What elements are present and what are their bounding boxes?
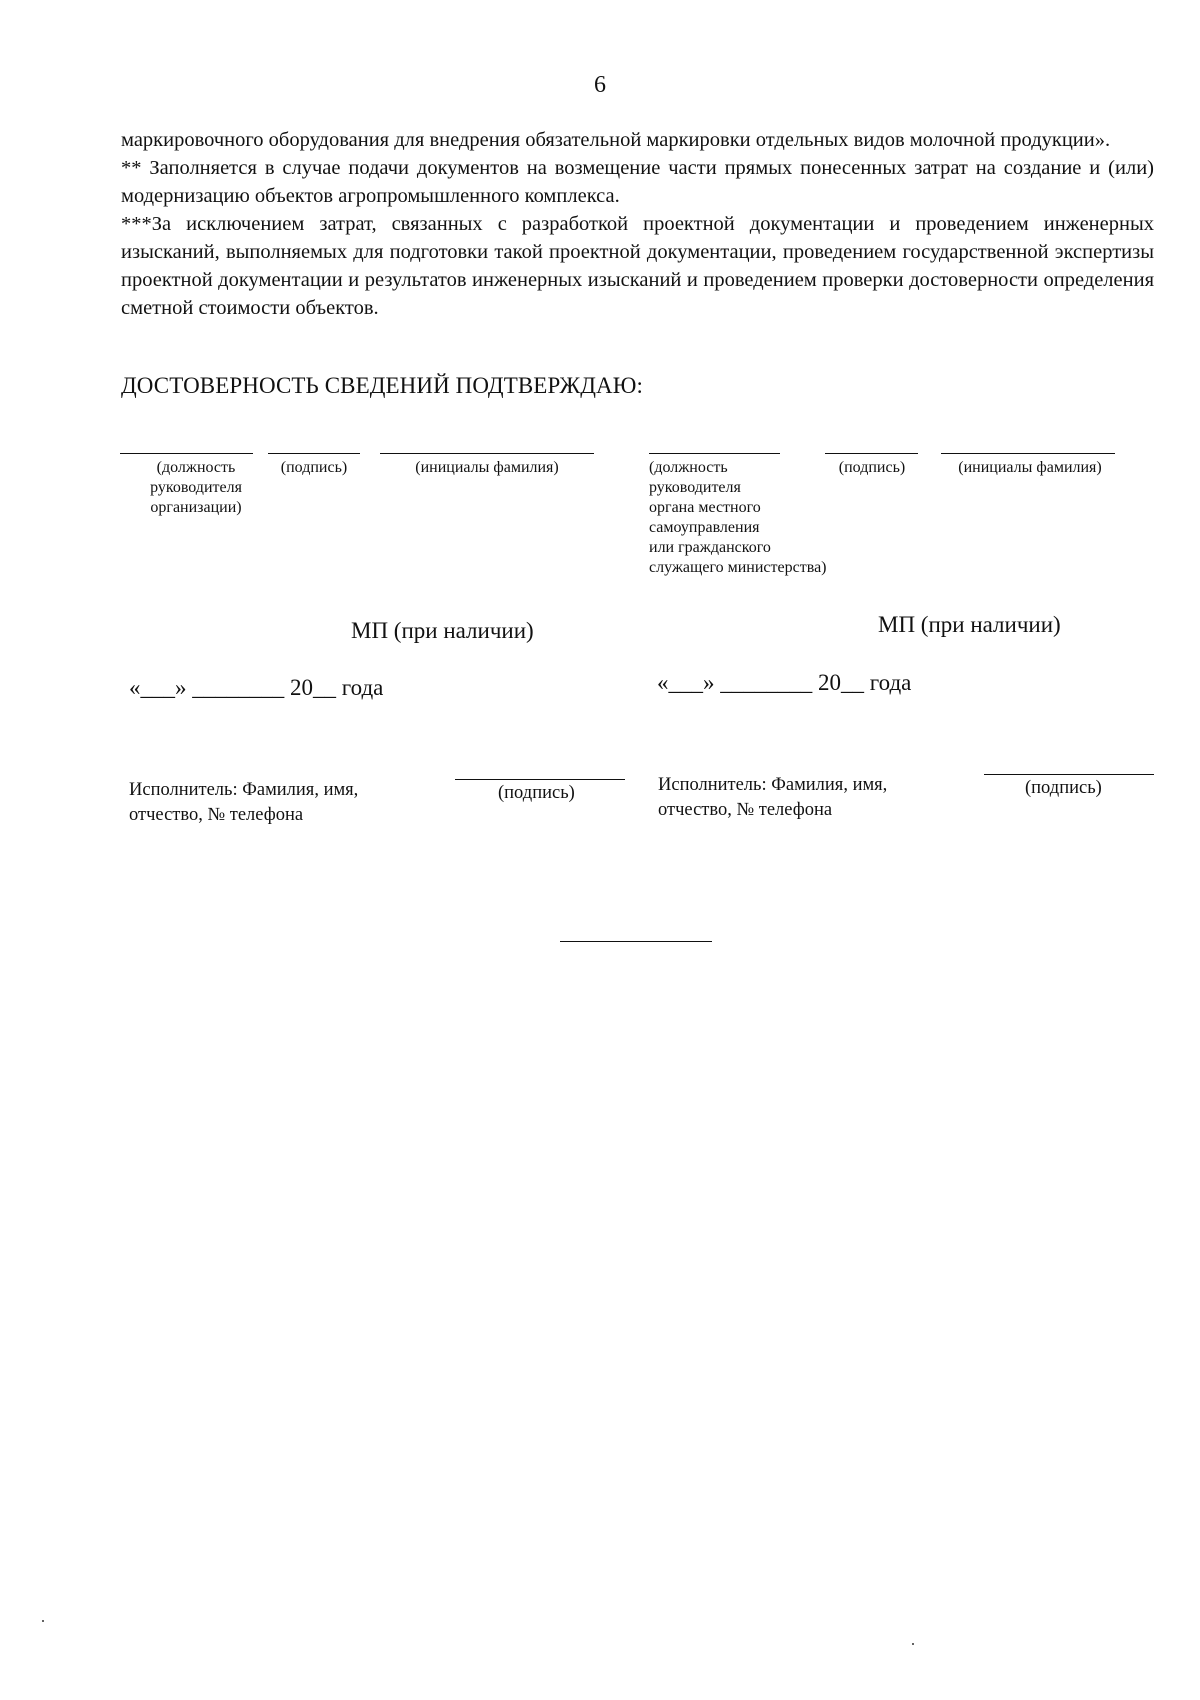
scan-speck bbox=[42, 1620, 44, 1622]
right-name-caption: (инициалы фамилия) bbox=[958, 459, 1102, 476]
right-name-line bbox=[941, 453, 1115, 454]
footnote-double-star: ** Заполняется в случае подачи документов на возмещение части прямых понесенных затрат на создание и (или) модернизацию объектов агропромышленного комплекса. bbox=[121, 157, 1154, 207]
right-position-line bbox=[649, 453, 780, 454]
right-stamp-label: МП (при наличии) bbox=[878, 612, 1061, 637]
confirmation-heading: ДОСТОВЕРНОСТЬ СВЕДЕНИЙ ПОДТВЕРЖДАЮ: bbox=[121, 373, 643, 398]
left-position-caption: (должность руководителя организации) bbox=[150, 459, 242, 516]
right-executor-signature-line bbox=[984, 774, 1154, 775]
page-number: 6 bbox=[594, 72, 606, 98]
footnotes bbox=[121, 126, 1154, 322]
right-executor-signature-caption: (подпись) bbox=[1025, 778, 1102, 798]
footnote-continuation: маркировочного оборудования для внедрения обязательной маркировки отдельных видов молочной продукции». bbox=[121, 129, 1111, 151]
right-signature-line bbox=[825, 453, 918, 454]
right-position-caption: (должность руководителя органа местного самоуправления или гражданского служащего министерства) bbox=[649, 459, 827, 576]
scan-speck bbox=[912, 1643, 914, 1645]
right-signature-caption: (подпись) bbox=[838, 459, 906, 476]
left-signature-line bbox=[268, 453, 360, 454]
left-stamp-label: МП (при наличии) bbox=[351, 618, 534, 643]
left-name-caption: (инициалы фамилия) bbox=[415, 459, 559, 476]
footnote-triple-star: ***За исключением затрат, связанных с разработкой проектной документации и проведением инженерных изысканий, выполняемых для подготовки такой проектной документации, проведением государственной экспертизы проектной документации и результатов инженерных изысканий и проведением проверки достоверности определения сметной стоимости объектов. bbox=[121, 213, 1154, 319]
left-executor: Исполнитель: Фамилия, имя, отчество, № телефона bbox=[129, 780, 359, 825]
left-name-line bbox=[380, 453, 594, 454]
left-executor-signature-line bbox=[455, 779, 625, 780]
left-date-field: «___» ________ 20__ года bbox=[129, 675, 384, 700]
left-position-line bbox=[120, 453, 253, 454]
left-signature-caption: (подпись) bbox=[280, 459, 348, 476]
left-executor-signature-caption: (подпись) bbox=[498, 783, 575, 803]
closing-rule bbox=[560, 941, 712, 942]
right-executor: Исполнитель: Фамилия, имя, отчество, № телефона bbox=[658, 775, 888, 820]
right-date-field: «___» ________ 20__ года bbox=[657, 670, 912, 695]
